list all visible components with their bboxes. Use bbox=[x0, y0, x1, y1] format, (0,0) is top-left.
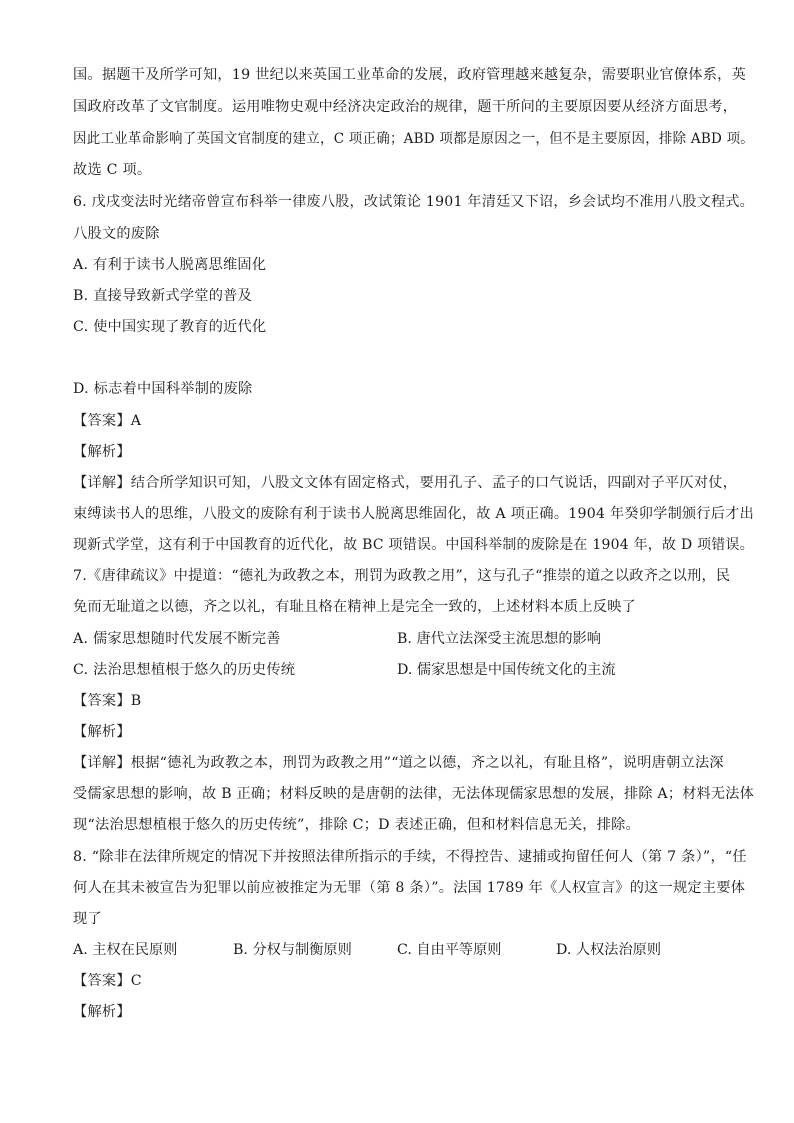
question-8-stem: 何人在其未被宣告为犯罪以前应被推定为无罪（第 8 条）”。法国 1789 年《人权宣言》的这一规定主要体 bbox=[73, 880, 746, 896]
question-8-option-a: A. 主权在民原则 bbox=[73, 942, 178, 958]
question-7-option-a: A. 儒家思想随时代发展不断完善 bbox=[73, 631, 281, 647]
question-6-option-c: C. 使中国实现了教育的近代化 bbox=[73, 319, 267, 335]
question-8-stem: 8. “除非在法律所规定的情况下并按照法律所指示的手续，不得控告、逮捕或拘留任何人（第 7 条）”，“任 bbox=[73, 849, 747, 865]
question-6-option-a: A. 有利于读书人脱离思维固化 bbox=[73, 257, 267, 273]
paragraph-line: 国。据题干及所学可知，19 世纪以来英国工业革命的发展，政府管理越来越复杂，需要职业官僚体系，英 bbox=[73, 67, 747, 83]
question-7-stem: 7.《唐律疏议》中提道：“德礼为政教之本，刑罚为政教之用”，这与孔子“推崇的道之以政齐之以刑，民 bbox=[73, 568, 731, 584]
paragraph-line: 国政府改革了文官制度。运用唯物史观中经济决定政治的规律，题干所问的主要原因要从经济方面思考， bbox=[73, 99, 738, 115]
question-8-analysis-heading: 【解析】 bbox=[73, 1004, 131, 1020]
question-6-option-d: D. 标志着中国科举制的废除 bbox=[73, 381, 253, 397]
question-7-analysis-heading: 【解析】 bbox=[73, 724, 131, 740]
question-7-detail: 现“法治思想植根于悠久的历史传统”，排除 C；D 表述正确，但和材料信息无关，排除。 bbox=[73, 817, 641, 833]
question-7-answer: 【答案】B bbox=[73, 693, 142, 709]
question-6-stem: 6. 戊戌变法时光绪帝曾宣布科举一律废八股，改试策论 1901 年清廷又下诏，乡会试均不准用八股文程式。 bbox=[73, 194, 754, 210]
question-6-analysis-heading: 【解析】 bbox=[73, 444, 131, 460]
question-7-option-c: C. 法治思想植根于悠久的历史传统 bbox=[73, 662, 296, 678]
question-6-detail: 束缚读书人的思维，八股文的废除有利于读书人脱离思维固化，故 A 项正确。1904 年癸卯学制颁行后才出 bbox=[73, 506, 754, 522]
question-7-detail: 【详解】根据“德礼为政教之本，刑罚为政教之用”“道之以德，齐之以礼，有耻且格”，说明唐朝立法深 bbox=[73, 755, 724, 771]
paragraph-line: 故选 C 项。 bbox=[73, 162, 152, 178]
question-6-stem: 八股文的废除 bbox=[73, 226, 160, 242]
question-6-answer: 【答案】A bbox=[73, 413, 142, 429]
paragraph-line: 因此工业革命影响了英国文官制度的建立，C 项正确；ABD 项都是原因之一，但不是主要原因，排除 ABD 项。 bbox=[73, 131, 755, 147]
question-6-detail: 现新式学堂，这有利于中国教育的近代化，故 BC 项错误。中国科举制的废除是在 1904 年，故 D 项错误。 bbox=[73, 537, 754, 553]
question-6-detail: 【详解】结合所学知识可知，八股文文体有固定格式，要用孔子、孟子的口气说话，四副对子平仄对仗， bbox=[73, 475, 738, 491]
question-8-stem: 现了 bbox=[73, 911, 102, 927]
question-8-option-d: D. 人权法治原则 bbox=[556, 942, 662, 958]
question-8-answer: 【答案】C bbox=[73, 973, 142, 989]
question-7-option-b: B. 唐代立法深受主流思想的影响 bbox=[397, 631, 601, 647]
question-6-option-b: B. 直接导致新式学堂的普及 bbox=[73, 288, 253, 304]
question-7-option-d: D. 儒家思想是中国传统文化的主流 bbox=[397, 662, 616, 678]
question-7-detail: 受儒家思想的影响，故 B 正确；材料反映的是唐朝的法律，无法体现儒家思想的发展，排除 A；材料无法体 bbox=[73, 786, 754, 802]
question-8-option-c: C. 自由平等原则 bbox=[397, 942, 502, 958]
question-8-option-b: B. 分权与制衡原则 bbox=[233, 942, 352, 958]
question-7-stem: 免而无耻道之以德，齐之以礼，有耻且格在精神上是完全一致的，上述材料本质上反映了 bbox=[73, 599, 637, 615]
